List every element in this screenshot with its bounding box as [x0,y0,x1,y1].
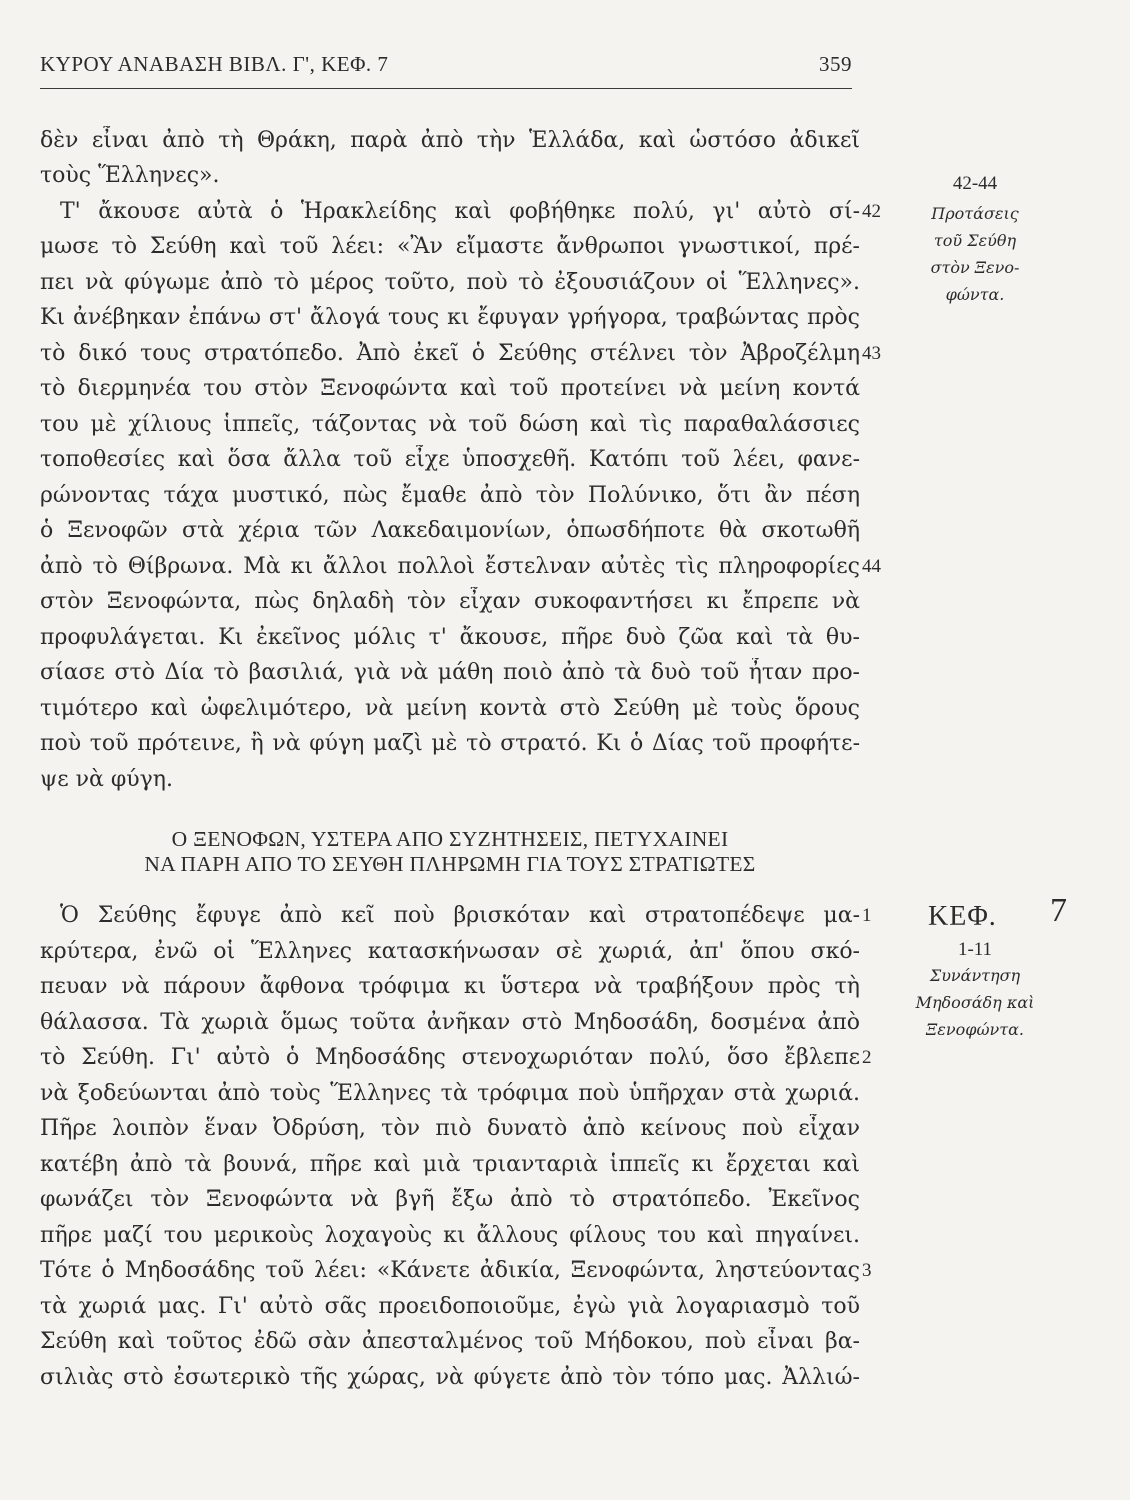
text-line: τὸ Σεύθη. Γι' αὐτὸ ὁ Μηδοσάδης στενοχωριόταν πολύ, ὅσο ἔβλεπε [40,1045,860,1070]
paragraph-number: 3 [862,1260,872,1281]
text-line: ποὺ τοῦ πρότεινε, ἢ νὰ φύγη μαζὶ μὲ τὸ στρατό. Κι ὁ Δίας τοῦ προφήτε- [40,731,860,756]
text-line: Τ' ἄκουσε αὐτὰ ὁ Ἡρακλείδης καὶ φοβήθηκε πολύ, γι' αὐτὸ σί- [60,199,860,224]
paragraph-number: 2 [862,1047,872,1068]
text-line: σίασε στὸ Δία τὸ βασιλιά, γιὰ νὰ μάθη ποιὸ ἀπὸ τὰ δυὸ τοῦ ἦταν προ- [40,660,860,685]
chapter-number: 7 [1050,892,1067,929]
paragraph-number: 42 [862,201,881,222]
text-line: Κι ἀνέβηκαν ἐπάνω στ' ἄλογά τους κι ἔφυγαν γρήγορα, τραβώντας πρὸς [40,305,860,330]
margin-range: 1-11 [957,939,993,960]
text-line: του μὲ χίλιους ἱππεῖς, τάζοντας νὰ τοῦ δώση καὶ τὶς παραθαλάσσιες [40,412,860,437]
margin-note-line: Ξενοφώντα. [926,1020,1024,1039]
text-line: τὸ διερμηνέα του στὸν Ξενοφώντα καὶ τοῦ προτείνει νὰ μείνη κοντά [40,376,860,401]
margin-note-line: Συνάντηση [929,966,1021,985]
page-number: 359 [819,52,852,76]
paragraph-number: 1 [862,905,872,926]
text-line: στὸν Ξενοφώντα, πὼς δηλαδὴ τὸν εἶχαν συκοφαντήσει κι ἔπρεπε νὰ [40,589,860,614]
section-heading-line: Ο ΞΕΝΟΦΩΝ, ΥΣΤΕΡΑ ΑΠΟ ΣΥΖΗΤΗΣΕΙΣ, ΠΕΤΥΧΑΙΝΕΙ [171,827,729,851]
text-line: πῆρε μαζί του μερικοὺς λοχαγοὺς κι ἄλλους φίλους του καὶ πηγαίνει. [40,1223,860,1248]
margin-note-line: τοῦ Σεύθη [933,231,1017,250]
text-line: τὸ δικό τους στρατόπεδο. Ἀπὸ ἐκεῖ ὁ Σεύθης στέλνει τὸν Ἀβροζέλμη [40,341,860,366]
text-line: τοὺς Ἕλληνες». [40,163,220,188]
margin-note-line: Προτάσεις [931,204,1019,223]
text-line: Τότε ὁ Μηδοσάδης τοῦ λέει: «Κάνετε ἀδικία, Ξενοφώντα, ληστεύοντας [40,1258,860,1283]
text-line: θάλασσα. Τὰ χωριὰ ὅμως τοῦτα ἀνῆκαν στὸ Μηδοσάδη, δοσμένα ἀπὸ [40,1010,860,1035]
text-line: μωσε τὸ Σεύθη καὶ τοῦ λέει: «Ἂν εἴμαστε ἄνθρωποι γνωστικοί, πρέ- [40,234,860,259]
paragraph-number: 43 [862,343,881,364]
text-line: πευαν νὰ πάρουν ἄφθονα τρόφιμα κι ὕστερα νὰ τραβήξουν πρὸς τὴ [40,974,860,999]
text-line: ἀπὸ τὸ Θίβρωνα. Μὰ κι ἄλλοι πολλοὶ ἔστελναν αὐτὲς τὶς πληροφορίες [40,554,860,579]
margin-range: 42-44 [952,173,998,194]
text-line: Σεύθη καὶ τοῦτος ἐδῶ σὰν ἀπεσταλμένος τοῦ Μήδοκου, ποὺ εἶναι βα- [40,1329,860,1354]
running-title: ΚΥΡΟΥ ΑΝΑΒΑΣΗ ΒΙΒΛ. Γ', ΚΕΦ. 7 [40,52,389,76]
text-line: ρώνοντας τάχα μυστικό, πὼς ἔμαθε ἀπὸ τὸν Πολύνικο, ὅτι ἂν πέση [40,483,860,508]
text-line: ὁ Ξενοφῶν στὰ χέρια τῶν Λακεδαιμονίων, ὁπωσδήποτε θὰ σκοτωθῆ [40,518,860,543]
header-rule [40,88,852,89]
section-heading-line: ΝΑ ΠΑΡΗ ΑΠΟ ΤΟ ΣΕΥΘΗ ΠΛΗΡΩΜΗ ΓΙΑ ΤΟΥΣ ΣΤΡΑΤΙΩΤΕΣ [144,852,756,876]
text-line: νὰ ξοδεύωνται ἀπὸ τοὺς Ἕλληνες τὰ τρόφιμα ποὺ ὑπῆρχαν στὰ χωριά. [40,1081,860,1106]
text-line: προφυλάγεται. Κι ἐκεῖνος μόλις τ' ἄκουσε, πῆρε δυὸ ζῶα καὶ τὰ θυ- [40,625,860,650]
text-line: κατέβη ἀπὸ τὰ βουνά, πῆρε καὶ μιὰ τριανταριὰ ἱππεῖς κι ἔρχεται καὶ [40,1152,860,1177]
text-line: δὲν εἶναι ἀπὸ τὴ Θράκη, παρὰ ἀπὸ τὴν Ἑλλάδα, καὶ ὡστόσο ἀδικεῖ [40,128,860,153]
paragraph-number: 44 [862,556,881,577]
chapter-word: ΚΕΦ. [928,901,997,932]
text-line: τὰ χωριά μας. Γι' αὐτὸ σᾶς προειδοποιοῦμε, ἐγὼ γιὰ λογαριασμὸ τοῦ [40,1294,860,1319]
text-line: σιλιὰς στὸ ἐσωτερικὸ τῆς χώρας, νὰ φύγετε ἀπὸ τὸν τόπο μας. Ἀλλιώ- [40,1365,860,1390]
text-line: κρύτερα, ἐνῶ οἱ Ἕλληνες κατασκήνωσαν σὲ χωριά, ἀπ' ὅπου σκό- [40,939,860,964]
margin-note-line: Μηδοσάδη καὶ [915,993,1035,1012]
text-line: ψε νὰ φύγη. [40,767,173,792]
text-line: τιμότερο καὶ ὠφελιμότερο, νὰ μείνη κοντὰ στὸ Σεύθη μὲ τοὺς ὅρους [40,696,860,721]
text-line: Πῆρε λοιπὸν ἕναν Ὀδρύση, τὸν πιὸ δυνατὸ ἀπὸ κείνους ποὺ εἶχαν [40,1116,860,1141]
text-line: Ὁ Σεύθης ἔφυγε ἀπὸ κεῖ ποὺ βρισκόταν καὶ στρατοπέδεψε μα- [60,903,860,928]
margin-note-line: στὸν Ξενο- [930,258,1020,277]
text-line: πει νὰ φύγωμε ἀπὸ τὸ μέρος τοῦτο, ποὺ τὸ ἐξουσιάζουν οἱ Ἕλληνες». [40,270,860,295]
margin-note-line: φώντα. [945,285,1005,304]
text-line: τοποθεσίες καὶ ὅσα ἄλλα τοῦ εἶχε ὑποσχεθῆ. Κατόπι τοῦ λέει, φανε- [40,447,860,472]
text-line: φωνάζει τὸν Ξενοφώντα νὰ βγῆ ἔξω ἀπὸ τὸ στρατόπεδο. Ἐκεῖνος [40,1187,860,1212]
